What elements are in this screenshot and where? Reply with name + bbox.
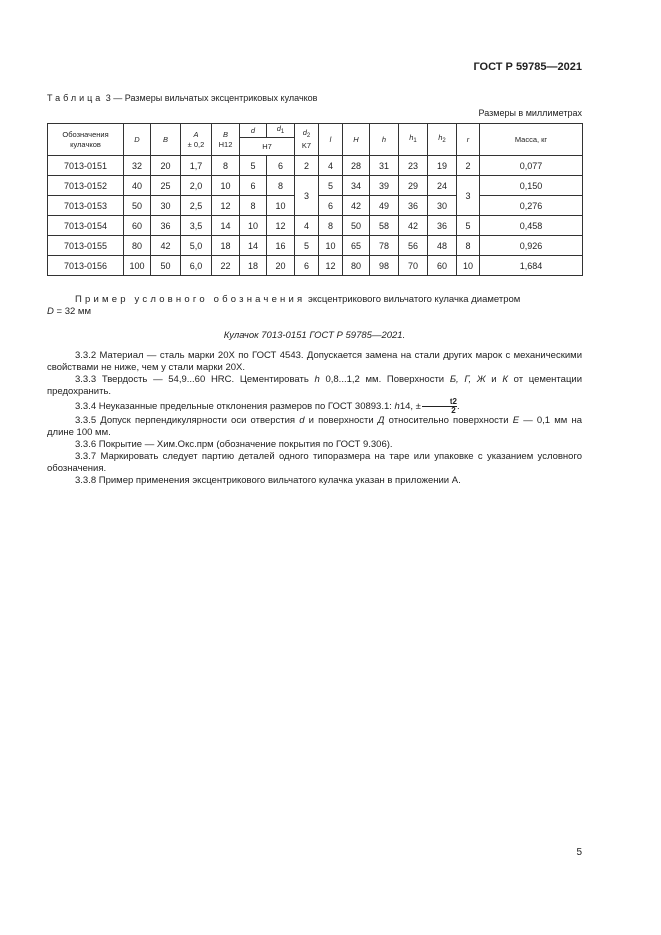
header-H7: H7	[240, 138, 295, 156]
cell-d1: 12	[267, 216, 295, 236]
cell-h: 58	[370, 216, 399, 236]
header-D: D	[124, 124, 151, 156]
header-l: l	[319, 124, 343, 156]
cell-d2: 2	[295, 156, 319, 176]
dimensions-table	[47, 123, 583, 276]
cell-l: 4	[319, 156, 343, 176]
cell-h2: 60	[428, 256, 457, 276]
paragraph-hardness: 3.3.3 Твердость — 54,9...60 HRC. Цементировать h 0,8...1,2 мм. Поверхности Б, Г, Ж и К от цементации предохранить.	[47, 374, 583, 397]
header-designation: Обозначения кулачков	[48, 124, 124, 156]
table-caption	[47, 93, 317, 103]
paragraph-coating: 3.3.6 Покрытие — Хим.Окс.прм (обозначение покрытия по ГОСТ 9.306).	[75, 439, 393, 450]
cell-h: 49	[370, 196, 399, 216]
cell-h: 98	[370, 256, 399, 276]
table-row	[48, 176, 583, 196]
cell-h1: 42	[399, 216, 428, 236]
cell-D: 40	[124, 176, 151, 196]
header-H: H	[343, 124, 370, 156]
cell-d2: 5	[295, 236, 319, 256]
cell-l: 10	[319, 236, 343, 256]
cell-D: 32	[124, 156, 151, 176]
cell-A: 2,0	[181, 176, 212, 196]
cell-h: 39	[370, 176, 399, 196]
cell-d: 10	[240, 216, 267, 236]
example-paragraph	[47, 294, 582, 318]
cell-Bcap: 14	[212, 216, 240, 236]
cell-id: 7013-0155	[48, 236, 124, 256]
cell-H: 28	[343, 156, 370, 176]
paragraph-perpendicularity: 3.3.5 Допуск перпендикулярности оси отверстия d и поверхности Д относительно поверхности Е — 0,1 мм на длине 100 мм.	[47, 415, 582, 438]
cell-id: 7013-0153	[48, 196, 124, 216]
cell-d: 5	[240, 156, 267, 176]
header-B: B	[151, 124, 181, 156]
cell-h1: 29	[399, 176, 428, 196]
table-row	[48, 236, 583, 256]
cell-B: 42	[151, 236, 181, 256]
standard-header: ГОСТ Р 59785—2021	[473, 61, 582, 73]
header-A: A ± 0,2	[181, 124, 212, 156]
units-note: Размеры в миллиметрах	[478, 108, 582, 118]
cell-d: 18	[240, 256, 267, 276]
cell-l: 5	[319, 176, 343, 196]
cell-Bcap: 12	[212, 196, 240, 216]
cell-r: 2	[457, 156, 480, 176]
example-var: D	[47, 306, 54, 317]
cell-d2: 3	[295, 176, 319, 216]
cell-d: 14	[240, 236, 267, 256]
cell-Bcap: 8	[212, 156, 240, 176]
paragraph-application: 3.3.8 Пример применения эксцентрикового вильчатого кулачка указан в приложении А.	[75, 475, 461, 486]
cell-D: 60	[124, 216, 151, 236]
cell-d1: 16	[267, 236, 295, 256]
cell-d: 8	[240, 196, 267, 216]
cell-h1: 70	[399, 256, 428, 276]
cell-d2: 6	[295, 256, 319, 276]
cell-d1: 10	[267, 196, 295, 216]
cell-mass: 1,684	[480, 256, 583, 276]
cell-mass: 0,276	[480, 196, 583, 216]
cell-r: 10	[457, 256, 480, 276]
cell-h: 31	[370, 156, 399, 176]
cell-id: 7013-0156	[48, 256, 124, 276]
cell-h2: 19	[428, 156, 457, 176]
cell-A: 6,0	[181, 256, 212, 276]
page-number: 5	[576, 847, 582, 858]
cell-B: 25	[151, 176, 181, 196]
cell-H: 80	[343, 256, 370, 276]
fraction: $\frac{t2}{2}$	[422, 398, 457, 415]
example-value: = 32 мм	[53, 306, 91, 317]
cell-B: 30	[151, 196, 181, 216]
cell-h1: 23	[399, 156, 428, 176]
cell-B: 50	[151, 256, 181, 276]
cell-A: 3,5	[181, 216, 212, 236]
cell-H: 65	[343, 236, 370, 256]
cell-h: 78	[370, 236, 399, 256]
header-d2: $d_2$ K7	[295, 124, 319, 156]
cell-id: 7013-0151	[48, 156, 124, 176]
cell-Bcap: 10	[212, 176, 240, 196]
table-caption-text: 3 — Размеры вильчатых эксцентриковых кулачков	[103, 93, 318, 103]
paragraph-material: 3.3.2 Материал — сталь марки 20Х по ГОСТ 4543. Допускается замена на стали других марок с механическими свойствами не ниже, чем у стали марки 20Х.	[47, 350, 582, 373]
cell-d: 6	[240, 176, 267, 196]
cell-A: 1,7	[181, 156, 212, 176]
cell-h2: 24	[428, 176, 457, 196]
cell-B: 20	[151, 156, 181, 176]
cell-l: 6	[319, 196, 343, 216]
example-rest: эксцентрикового вильчатого кулачка диаметром	[305, 294, 521, 305]
cell-r: 3	[457, 176, 480, 216]
cell-mass: 0,150	[480, 176, 583, 196]
header-d: d	[240, 124, 267, 138]
cell-d2: 4	[295, 216, 319, 236]
cell-A: 2,5	[181, 196, 212, 216]
cell-d1: 6	[267, 156, 295, 176]
cell-H: 50	[343, 216, 370, 236]
header-Bcap: B H12	[212, 124, 240, 156]
example-lead: Пример условного обозначения	[75, 294, 306, 305]
cell-mass: 0,077	[480, 156, 583, 176]
cell-H: 42	[343, 196, 370, 216]
cell-h1: 36	[399, 196, 428, 216]
cell-mass: 0,458	[480, 216, 583, 236]
paragraph-marking: 3.3.7 Маркировать следует партию деталей одного типоразмера на таре или упаковке с указанием условного обозначения.	[47, 451, 582, 474]
header-mass: Масса, кг	[480, 124, 583, 156]
cell-Bcap: 18	[212, 236, 240, 256]
table-caption-prefix: Таблица	[47, 93, 104, 103]
cell-r: 5	[457, 216, 480, 236]
cell-D: 100	[124, 256, 151, 276]
cell-d1: 20	[267, 256, 295, 276]
cell-h2: 30	[428, 196, 457, 216]
cell-Bcap: 22	[212, 256, 240, 276]
cell-h2: 48	[428, 236, 457, 256]
cell-h2: 36	[428, 216, 457, 236]
cell-l: 12	[319, 256, 343, 276]
cell-id: 7013-0154	[48, 216, 124, 236]
cell-B: 36	[151, 216, 181, 236]
table-row	[48, 256, 583, 276]
example-designation: Кулачок 7013-0151 ГОСТ Р 59785—2021.	[223, 330, 406, 341]
cell-H: 34	[343, 176, 370, 196]
cell-D: 50	[124, 196, 151, 216]
header-h: h	[370, 124, 399, 156]
cell-id: 7013-0152	[48, 176, 124, 196]
table-header-row	[48, 124, 583, 138]
cell-mass: 0,926	[480, 236, 583, 256]
paragraph-tolerances: 3.3.4 Неуказанные предельные отклонения размеров по ГОСТ 30893.1: h14, ± $\frac{t2}{2}$ .	[75, 397, 460, 415]
cell-h1: 56	[399, 236, 428, 256]
cell-l: 8	[319, 216, 343, 236]
cell-r: 8	[457, 236, 480, 256]
table-row	[48, 156, 583, 176]
header-d1: $d_1$	[267, 124, 295, 138]
cell-A: 5,0	[181, 236, 212, 256]
header-h1: $h_1$	[399, 124, 428, 156]
body-paragraphs	[47, 350, 582, 487]
cell-D: 80	[124, 236, 151, 256]
header-r: r	[457, 124, 480, 156]
cell-d1: 8	[267, 176, 295, 196]
table-row	[48, 216, 583, 236]
header-h2: $h_2$	[428, 124, 457, 156]
